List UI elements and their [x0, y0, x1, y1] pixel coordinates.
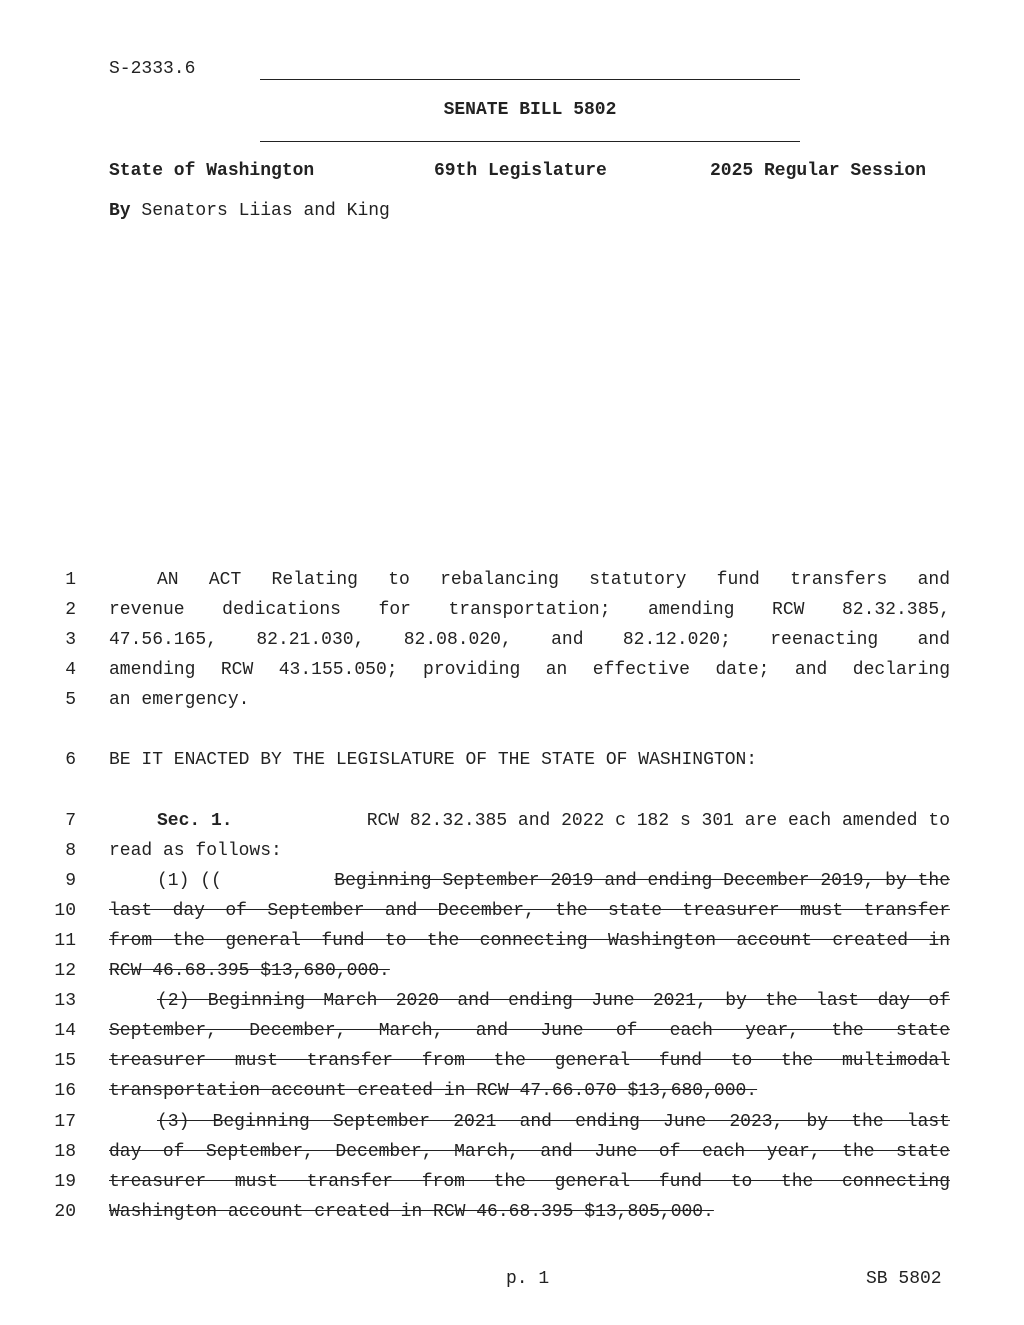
body-line-1: AN ACT Relating to rebalancing statutory fund transfers and — [157, 570, 950, 590]
line-number: 14 — [54, 1021, 76, 1041]
line-number: 2 — [65, 600, 76, 620]
line-number: 17 — [54, 1112, 76, 1132]
legislature-label: 69th Legislature — [434, 161, 607, 181]
bill-title: SENATE BILL 5802 — [443, 100, 617, 120]
line-number: 1 — [65, 570, 76, 590]
body-line-8: read as follows: — [109, 841, 282, 861]
by-label: By — [109, 201, 131, 221]
struck-line-20: Washington account created in RCW 46.68.395 $13,805,000. — [109, 1202, 714, 1222]
body-line-9 — [109, 870, 950, 892]
title-top-rule — [260, 79, 800, 80]
struck-line-15: treasurer must transfer from the general fund to the multimodal — [109, 1051, 950, 1071]
line-number: 11 — [54, 931, 76, 951]
body-line-4: amending RCW 43.155.050; providing an effective date; and declaring — [109, 660, 950, 680]
line-number: 13 — [54, 991, 76, 1011]
sponsors: Senators Liias and King — [141, 201, 390, 221]
page-number: p. 1 — [506, 1269, 550, 1289]
line-number: 19 — [54, 1172, 76, 1192]
section-amend-text: RCW 82.32.385 and 2022 c 182 s 301 are each amended to — [366, 811, 950, 831]
line-number: 4 — [65, 660, 76, 680]
deletion-open-marker: (1) (( — [157, 871, 222, 891]
line-number: 15 — [54, 1051, 76, 1071]
line-number: 9 — [65, 871, 76, 891]
struck-line-11: from the general fund to the connecting Washington account created in — [109, 931, 950, 951]
line-number: 6 — [65, 750, 76, 770]
struck-line-14: September, December, March, and June of each year, the state — [109, 1021, 950, 1041]
struck-line-10: last day of September and December, the state treasurer must transfer — [109, 901, 950, 921]
line-number: 7 — [65, 811, 76, 831]
struck-text: Beginning September 2019 and ending December 2019, by the — [334, 871, 950, 891]
struck-line-18: day of September, December, March, and June of each year, the state — [109, 1142, 950, 1162]
line-number: 12 — [54, 961, 76, 981]
struck-line-19: treasurer must transfer from the general fund to the connecting — [109, 1172, 950, 1192]
body-line-5: an emergency. — [109, 690, 250, 710]
document-code: S-2333.6 — [109, 59, 196, 79]
line-number: 16 — [54, 1081, 76, 1101]
line-number: 18 — [54, 1142, 76, 1162]
line-number: 10 — [54, 901, 76, 921]
title-bottom-rule — [260, 141, 800, 142]
struck-line-16: transportation account created in RCW 47.66.070 $13,680,000. — [109, 1081, 758, 1101]
enacting-clause: BE IT ENACTED BY THE LEGISLATURE OF THE STATE OF WASHINGTON: — [109, 750, 758, 770]
session-label: 2025 Regular Session — [710, 161, 927, 181]
line-number: 5 — [65, 690, 76, 710]
body-line-2: revenue dedications for transportation; amending RCW 82.32.385, — [109, 600, 950, 620]
footer-bill-ref: SB 5802 — [866, 1269, 942, 1289]
state-label: State of Washington — [109, 161, 315, 181]
struck-line-17: (3) Beginning September 2021 and ending June 2023, by the last — [157, 1112, 950, 1132]
sponsor-line — [109, 200, 390, 222]
section-heading-line — [109, 810, 950, 832]
struck-line-12: RCW 46.68.395 $13,680,000. — [109, 961, 390, 981]
body-line-3: 47.56.165, 82.21.030, 82.08.020, and 82.12.020; reenacting and — [109, 630, 950, 650]
struck-line-13: (2) Beginning March 2020 and ending June 2021, by the last day of — [157, 991, 950, 1011]
line-number: 20 — [54, 1202, 76, 1222]
line-number: 3 — [65, 630, 76, 650]
section-number: Sec. 1. — [157, 811, 233, 831]
line-number: 8 — [65, 841, 76, 861]
